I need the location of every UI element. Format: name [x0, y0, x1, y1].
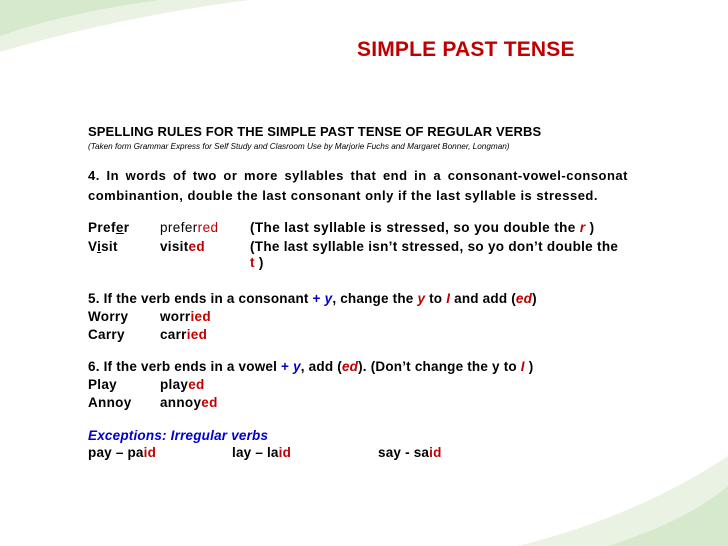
past-verb-played: played [160, 377, 205, 392]
base-verb-prefer: Prefer [88, 220, 130, 235]
note-visit: (The last syllable isn’t stressed, so yo don’t double the [250, 239, 619, 254]
section-heading: SPELLING RULES FOR THE SIMPLE PAST TENSE OF REGULAR VERBS [88, 124, 542, 139]
base-verb-play: Play [88, 377, 117, 392]
source-citation: (Taken form Grammar Express for Self Study and Clasroom Use by Marjorie Fuchs and Margaret Bonner, Longman) [88, 142, 510, 151]
past-verb-preferred: preferred [160, 220, 219, 235]
past-verb-carried: carried [160, 327, 208, 342]
note-prefer: (The last syllable is stressed, so you double the r ) [250, 220, 595, 235]
base-verb-carry: Carry [88, 327, 125, 342]
irregular-lay: lay – laid [232, 445, 292, 460]
exceptions-heading: Exceptions: Irregular verbs [88, 428, 269, 443]
rule-4-text: 4. In words of two or more syllables that end in a consonant-vowel-consonat combinantion, double the last consonant only if the last syllable is stressed. [88, 168, 628, 203]
irregular-say: say - said [378, 445, 442, 460]
slide-title: SIMPLE PAST TENSE [357, 38, 575, 61]
past-verb-visited: visited [160, 239, 205, 254]
irregular-pay: pay – paid [88, 445, 157, 460]
note-visit-end: t ) [250, 255, 264, 270]
base-verb-annoy: Annoy [88, 395, 132, 410]
rule-6-text: 6. If the verb ends in a vowel + y, add (ed). (Don’t change the y to I ) [88, 359, 534, 374]
bottom-right-swoosh-decoration [498, 456, 728, 546]
base-verb-worry: Worry [88, 309, 129, 324]
rule-5-text: 5. If the verb ends in a consonant + y, change the y to I and add (ed) [88, 291, 537, 306]
past-verb-worried: worried [160, 309, 211, 324]
top-left-swoosh-decoration [0, 0, 260, 60]
base-verb-visit: Visit [88, 239, 118, 254]
past-verb-annoyed: annoyed [160, 395, 218, 410]
